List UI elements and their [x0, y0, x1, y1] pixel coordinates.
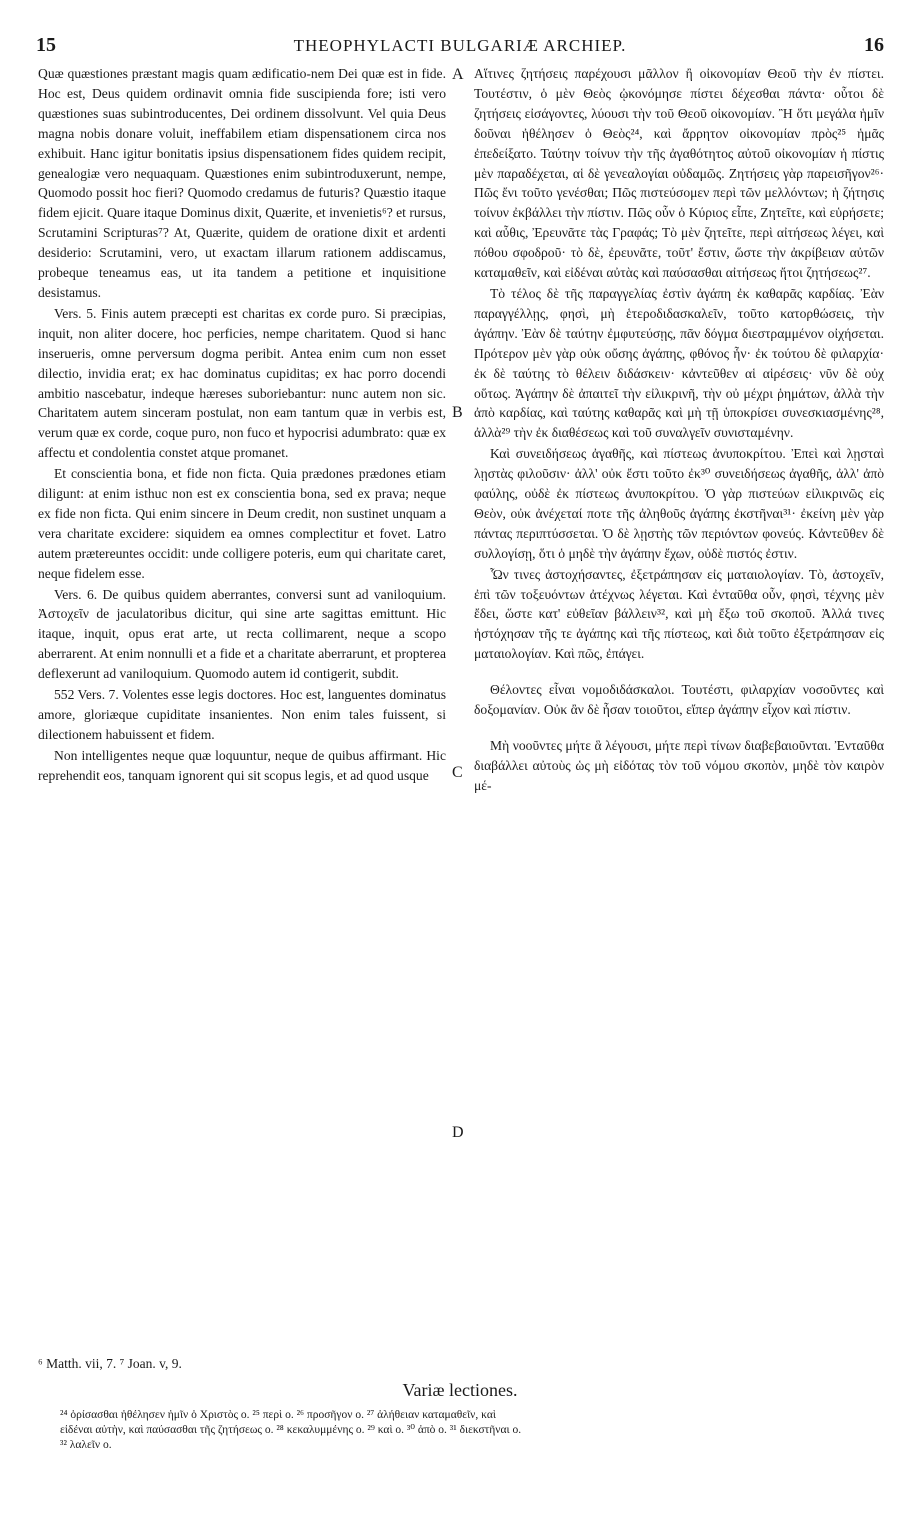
page-header [36, 34, 884, 62]
greek-paragraph-4: Ὧν τινες ἀστοχήσαντες, ἐξετράπησαν εἰς ματαιολογίαν. Τὸ, ἀστοχεῖν, ἐπὶ τῶν τοξευόντων ἀτέχνως λέγεται. Καὶ ἐνταῦθα οὖν, φησὶ, τέχνης μὲν ἔδει, ὥστε κατ' εὐθεῖαν βάλλειν³², καὶ μὴ ἔξω τοῦ σκοποῦ. Ἀλλά τινες ἠστόχησαν τῆς τε ἀγάπης καὶ τῆς πίστεως, καὶ διὰ τοῦτο ἐξετράπησαν εἰς ματαιολογίαν. Καὶ πῶς, ἐπάγει. [474, 566, 884, 662]
latin-paragraph-6: Non intelligentes neque quæ loquuntur, neque de quibus affirmant. Hic reprehendit eos, tanquam ignorent qui sit scopus legis, et ad quod usque [38, 747, 446, 783]
running-title: THEOPHYLACTI BULGARIÆ ARCHIEP. [293, 36, 627, 55]
latin-paragraph-3: Et conscientia bona, et fide non ficta. Quia prædones prædones etiam diligunt: at enim isthuc non est ex conscientia bona, sed ex prava; neque ex fide non ficta. Qui enim sincere in Deum credit, non sustinet unquam a vera charitate excidere: siquidem ea omnes complectitur et fovet. Latro autem prætereuntes occidit: unde colligere poteris, eum qui charitate caret, neque fidelem esse. [38, 466, 446, 581]
scripture-footnotes: ⁶ Matth. vii, 7. ⁷ Joan. v, 9. [38, 1356, 182, 1371]
margin-letter-c: C [452, 764, 463, 781]
greek-column [474, 64, 884, 796]
latin-paragraph-1: Quæ quæstiones præstant magis quam ædificatio-nem Dei quæ est in fide. Hoc est, Deus quidem ordinavit omnia fide suscipienda fore; isti vero quæstiones suas subintroducentes, Dei ordinem dissolvunt. Vel quia Deus magna nobis donare voluit, ineffabilem etiam dispensationem circa nos exhibuit. Hanc igitur bonitatis ipsius dispensationem fides quidem recipit, genealogiæ vero nequaquam. Quæstiones enim subintroduxerunt, nempe, Quomodo possit hoc fieri? Quomodo credamus de futuris? Quæstio itaque fidem ejicit. Quare itaque Dominus dixit, Quærite, et invenietis⁶? et rursus, Scrutamini Scripturas⁷? At, Quærite, quidem de oratione dixit et ardenti desiderio: Scrutamini, vero, ut exactam illarum rationem addiscamus, probeque teneamus eas, ut ita tandem a petitione et inquisitione desistamus. [38, 66, 446, 300]
latin-paragraph-4: Vers. 6. De quibus quidem aberrantes, conversi sunt ad vaniloquium. Ἀστοχεῖν de jaculatoribus dicitur, qui sine arte sagittas emittunt. Hic itaque, inquit, opus erat arte, ut recta collimarent, neque a scopo aberrarent. At enim nonnulli et a fide et a charitate aberrarunt, et propterea deflexerunt ad vaniloquium. Quomodo autem id contigerit, subdit. [38, 586, 446, 682]
variae-lectiones-heading: Variæ lectiones. [402, 1380, 518, 1400]
greek-paragraph-1: Αἵτινες ζητήσεις παρέχουσι μᾶλλον ἢ οἰκονομίαν Θεοῦ τὴν ἐν πίστει. Τουτέστιν, ὁ μὲν Θεὸς ᾠκονόμησε πίστει δέχεσθαι πάντα· οὗτοι δὲ ζητήσεις εἰσάγοντες, λύουσι τὴν τοῦ Θεοῦ οἰκονομίαν. Ἢ ὅτι μεγάλα ἡμῖν δοῦναι ἠθέλησεν ὁ Θεὸς²⁴, καὶ ἄρρητον οἰκονομίαν πρὸς²⁵ ἡμᾶς ἐπεδείξατο. Ταύτην τοίνυν τὴν τῆς ἀγαθότητος αὐτοῦ οἰκονομίαν ἡ πίστις μὲν παραδέχεται, αἱ δὲ γενεαλογίαι οὐδαμῶς. Ζητήσεις γὰρ παρεισῆγον²⁶· Πῶς ἔνι τοῦτο γενέσθαι; Πῶς πιστεύσομεν περὶ τῶν μελλόντων; ἡ ζήτησις τοίνυν ἐκβάλλει τὴν πίστιν. Πῶς οὖν ὁ Κύριος εἶπε, Ζητεῖτε, καὶ εὑρήσετε; καὶ αὖθις, Ἐρευνᾶτε τὰς Γραφάς; Τὸ μὲν ζητεῖτε, περὶ αἰτήσεως λέγει, καὶ πόθου σφοδροῦ· τὸ δὲ, ἐρευνᾶτε, τοῦτ' ἔστιν, ὥστε τὴν ἀκρίβειαν αὐτῶν καταμαθεῖν, καὶ εἰδέναι αὐτὰς καὶ παύσασθαι αἰτήσεως ἤτοι ζητήσεως²⁷. [474, 66, 884, 281]
greek-paragraph-5: Θέλοντες εἶναι νομοδιδάσκαλοι. Τουτέστι, φιλαρχίαν νοσοῦντες καὶ δοξομανίαν. Οὐκ ἂν δὲ ἦσαν τοιοῦτοι, εἴπερ ἀγάπην εἶχον καὶ πίστιν. [474, 682, 884, 718]
page-number-right: 16 [864, 34, 884, 56]
variae-line-2: εἰδέναι αὐτὴν, καὶ παύσασθαι τῆς ζητήσεως ο. ²⁸ κεκαλυμμένης ο. ²⁹ καὶ ο. ³⁰ ἀπὸ ο. ³¹ διεκστῆναι ο. [60, 1424, 522, 1436]
variae-line-1: ²⁴ ὁρίσασθαι ἠθέλησεν ἡμῖν ὁ Χριστὸς ο. ²⁵ περὶ ο. ²⁶ προσῆγον ο. ²⁷ ἀλήθειαν καταμαθεῖν, καὶ [60, 1409, 496, 1421]
margin-letter-b: B [452, 404, 463, 421]
latin-paragraph-5: 552 Vers. 7. Volentes esse legis doctores. Hoc est, languentes dominatus amore, gloriæque cupiditate insanientes. Non enim tales fuissent, si dilectionem habuissent et fidem. [38, 687, 446, 742]
latin-column [38, 64, 446, 786]
greek-paragraph-3: Καὶ συνειδήσεως ἀγαθῆς, καὶ πίστεως ἀνυποκρίτου. Ἐπεὶ καὶ λῃσταὶ λῃστὰς φιλοῦσιν· ἀλλ' οὐκ ἔστι τοῦτο ἐκ³⁰ συνειδήσεως ἀγαθῆς, ἀλλ' ἀπὸ φαύλης, οὐδὲ ἐκ πίστεως ἀνυποκρίτου. Ὁ γὰρ πιστεύων εἰλικρινῶς εἰς Θεὸν, οὐκ ἀνέχεταί ποτε τῆς ἀληθοῦς ἀγάπης ἐκστῆναι³¹· ἐκείνη μὲν γὰρ πάντας περιπτύσσεται. Ὁ δὲ λῃστὴς τῶν περιόντων φονεύς. Κἀντεῦθεν δὲ συλλογίσῃ, ὅτι ὁ μηδὲ τὴν ἀγάπην ἔχων, οὐδὲ πιστός ἐστιν. [474, 446, 884, 561]
greek-paragraph-6: Μὴ νοοῦντες μήτε ἃ λέγουσι, μήτε περὶ τίνων διαβεβαιοῦνται. Ἐνταῦθα διαβάλλει αὐτοὺς ὡς μὴ εἰδότας τὸν τοῦ νόμου σκοπὸν, μηδὲ τὸν καιρὸν μέ- [474, 738, 884, 793]
variae-lectiones [60, 1408, 890, 1453]
latin-paragraph-2: Vers. 5. Finis autem præcepti est charitas ex corde puro. Si præcipias, inquit, non aliter docere, hoc perficies, nempe charitatem. Quod si hanc inserueris, omne perversum dogma peribit. Antea enim cum non esset dilectio, invidia erat; ex hac dominatus cupiditas; ex hac porro docendi ambitio nascebatur, indeque hæreses suboriebantur: nunc autem non sic. Charitatem autem sinceram postulat, non eam tantum quæ in verbis est, verum quæ ex corde, coque puro, non fuco et hypocrisi adumbrato: quæ ex affectu et condolentia constet atque promanet. [38, 305, 446, 461]
page-number-left: 15 [36, 34, 56, 56]
margin-letter-d: D [452, 1124, 464, 1141]
greek-paragraph-2: Τὸ τέλος δὲ τῆς παραγγελίας ἐστὶν ἀγάπη ἐκ καθαρᾶς καρδίας. Ἐὰν παραγγέλλῃς, φησὶ, μὴ ἑτεροδιδασκαλεῖν, τοῦτο κατορθώσεις, τὴν ἀγάπην. Ἐὰν δὲ ταύτην ἐμφυτεύσῃς, πᾶν δόγμα διεστραμμένον οἰχήσεται. Πρότερον μὲν γὰρ οὐκ οὔσης ἀγάπης, φθόνος ἦν· ἐκ τούτου δὲ φιλαρχία· ἐκ δὲ ταύτης τὸ θέλειν διδάσκειν· κἀντεῦθεν αἱ αἱρέσεις· νῦν δὲ οὐχ οὕτως. Ἀγάπην δὲ ἀπαιτεῖ τὴν εἰλικρινῆ, τὴν οὐ μέχρι ῥημάτων, ἀλλὰ τὴν ἀπὸ καρδίας, καὶ ταύτης καθαρᾶς καὶ μὴ τῇ ὑποκρίσει συνεσκιασμένης²⁸, ἀλλὰ²⁹ τὴν ἐκ διαθέσεως καὶ τοῦ συναλγεῖν συνισταμένην. [474, 285, 884, 441]
margin-letter-a: A [452, 66, 464, 83]
variae-line-3: ³² λαλεῖν ο. [60, 1439, 112, 1451]
